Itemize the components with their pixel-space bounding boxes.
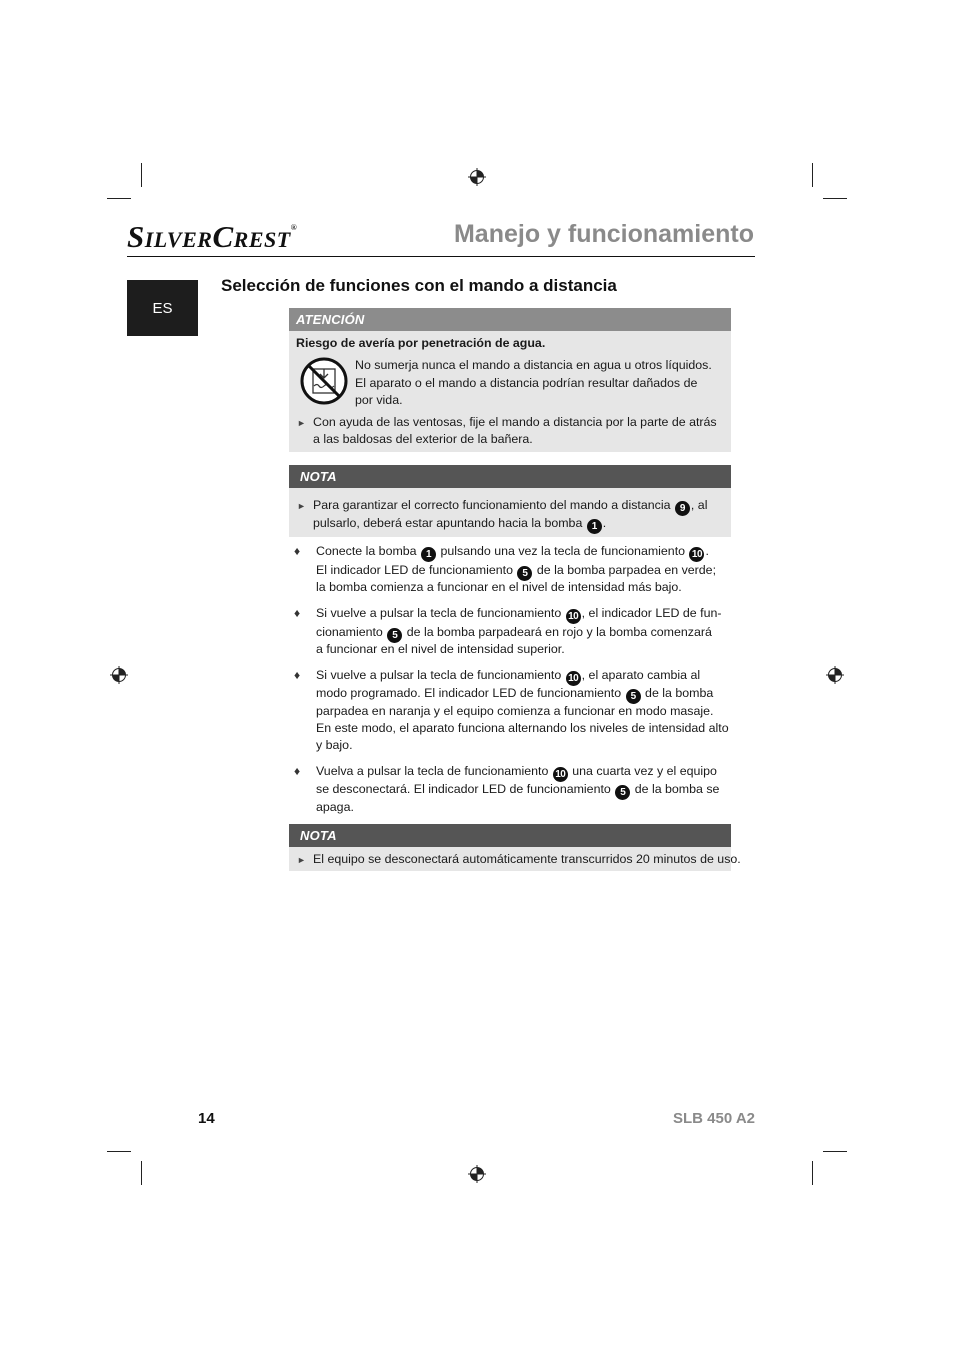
- attention-text-line: por vida.: [355, 393, 403, 407]
- step-text-line: [316, 605, 722, 624]
- note-text-line: [313, 515, 606, 534]
- step-text-line: parpadea en naranja y el equipo comienza a funcionar en modo masaje.: [316, 704, 714, 718]
- step-text-line: apaga.: [316, 800, 354, 814]
- registration-mark-icon: [826, 666, 844, 684]
- step-text-line: [316, 685, 713, 704]
- step-text-line: [316, 781, 719, 800]
- text-segment: Si vuelve a pulsar la tecla de funcionamiento: [316, 606, 562, 620]
- text-segment: .: [602, 516, 607, 530]
- reference-number-badge: 10: [553, 767, 568, 782]
- attention-instruction-line: Con ayuda de las ventosas, fije el mando a distancia por la parte de atrás: [313, 415, 717, 429]
- crop-mark: [823, 1151, 847, 1152]
- step-text-line: En este modo, el aparato funciona alternando los niveles de intensidad alto: [316, 721, 729, 735]
- text-segment: cionamiento: [316, 625, 383, 639]
- model-number: SLB 450 A2: [673, 1110, 755, 1127]
- diamond-bullet-icon: ♦: [294, 764, 301, 778]
- brand-logo: SILVERCREST®: [127, 219, 298, 254]
- step-text-line: a funcionar en el nivel de intensidad superior.: [316, 642, 565, 656]
- attention-text-line: El aparato o el mando a distancia podrían resultar dañados de: [355, 376, 698, 390]
- no-water-immersion-icon: [299, 356, 349, 406]
- reference-number-badge: 1: [421, 547, 436, 562]
- diamond-bullet-icon: ♦: [294, 544, 301, 558]
- reference-number-badge: 10: [689, 547, 704, 562]
- step-text-line: [316, 763, 717, 782]
- crop-mark: [141, 163, 142, 187]
- text-segment: modo programado. El indicador LED de funcionamiento: [316, 686, 622, 700]
- attention-instruction-line: a las baldosas del exterior de la bañera.: [313, 432, 533, 446]
- note-heading: NOTA: [289, 824, 731, 847]
- crop-mark: [812, 1161, 813, 1185]
- crop-mark: [823, 198, 847, 199]
- crop-mark: [107, 1151, 131, 1152]
- arrow-bullet-icon: ►: [297, 501, 306, 511]
- text-segment: una cuarta vez y el equipo: [572, 764, 717, 778]
- text-segment: de la bomba se: [634, 782, 720, 796]
- arrow-bullet-icon: ►: [297, 418, 306, 428]
- text-segment: pulsarlo, deberá estar apuntando hacia la bomba: [313, 516, 583, 530]
- text-segment: de la bomba: [645, 686, 714, 700]
- text-segment: , el aparato cambia al: [581, 668, 701, 682]
- reference-number-badge: 5: [387, 628, 402, 643]
- note-heading: NOTA: [289, 465, 731, 488]
- text-segment: El indicador LED de funcionamiento: [316, 563, 513, 577]
- registration-mark-icon: [110, 666, 128, 684]
- diamond-bullet-icon: ♦: [294, 606, 301, 620]
- step-text-line: [316, 667, 700, 686]
- text-segment: Conecte la bomba: [316, 544, 417, 558]
- text-segment: de la bomba parpadea en verde;: [536, 563, 717, 577]
- step-text-line: y bajo.: [316, 738, 353, 752]
- text-segment: se desconectará. El indicador LED de funcionamiento: [316, 782, 611, 796]
- registration-mark-icon: [468, 168, 486, 186]
- text-segment: , el indicador LED de fun-: [581, 606, 722, 620]
- page-title: Manejo y funcionamiento: [453, 220, 754, 248]
- section-title: Selección de funciones con el mando a distancia: [221, 276, 617, 295]
- page-number: 14: [198, 1110, 215, 1127]
- attention-text-line: No sumerja nunca el mando a distancia en agua u otros líquidos.: [355, 358, 712, 372]
- crop-mark: [812, 163, 813, 187]
- registration-mark-icon: [468, 1165, 486, 1183]
- reference-number-badge: 10: [566, 671, 581, 686]
- reference-number-badge: 1: [587, 519, 602, 534]
- arrow-bullet-icon: ►: [297, 855, 306, 865]
- text-segment: Para garantizar el correcto funcionamiento del mando a distancia: [313, 498, 671, 512]
- crop-mark: [107, 198, 131, 199]
- attention-heading: ATENCIÓN: [289, 308, 731, 331]
- reference-number-badge: 5: [615, 785, 630, 800]
- text-segment: Si vuelve a pulsar la tecla de funcionamiento: [316, 668, 562, 682]
- header-rule: [127, 256, 755, 257]
- text-segment: .: [705, 544, 709, 558]
- text-segment: Vuelva a pulsar la tecla de funcionamiento: [316, 764, 549, 778]
- step-text-line: [316, 543, 709, 562]
- reference-number-badge: 5: [626, 689, 641, 704]
- crop-mark: [141, 1161, 142, 1185]
- note-text-line: El equipo se desconectará automáticamente transcurridos 20 minutos de uso.: [313, 852, 741, 866]
- text-segment: pulsando una vez la tecla de funcionamiento: [440, 544, 686, 558]
- reference-number-badge: 5: [517, 566, 532, 581]
- note-text-line: [313, 497, 707, 516]
- attention-risk: Riesgo de avería por penetración de agua.: [296, 336, 546, 350]
- reference-number-badge: 10: [566, 609, 581, 624]
- text-segment: de la bomba parpadeará en rojo y la bomba comenzará: [406, 625, 712, 639]
- text-segment: , al: [690, 498, 708, 512]
- language-tab: ES: [127, 280, 198, 336]
- diamond-bullet-icon: ♦: [294, 668, 301, 682]
- reference-number-badge: 9: [675, 501, 690, 516]
- step-text-line: la bomba comienza a funcionar en el nivel de intensidad más bajo.: [316, 580, 682, 594]
